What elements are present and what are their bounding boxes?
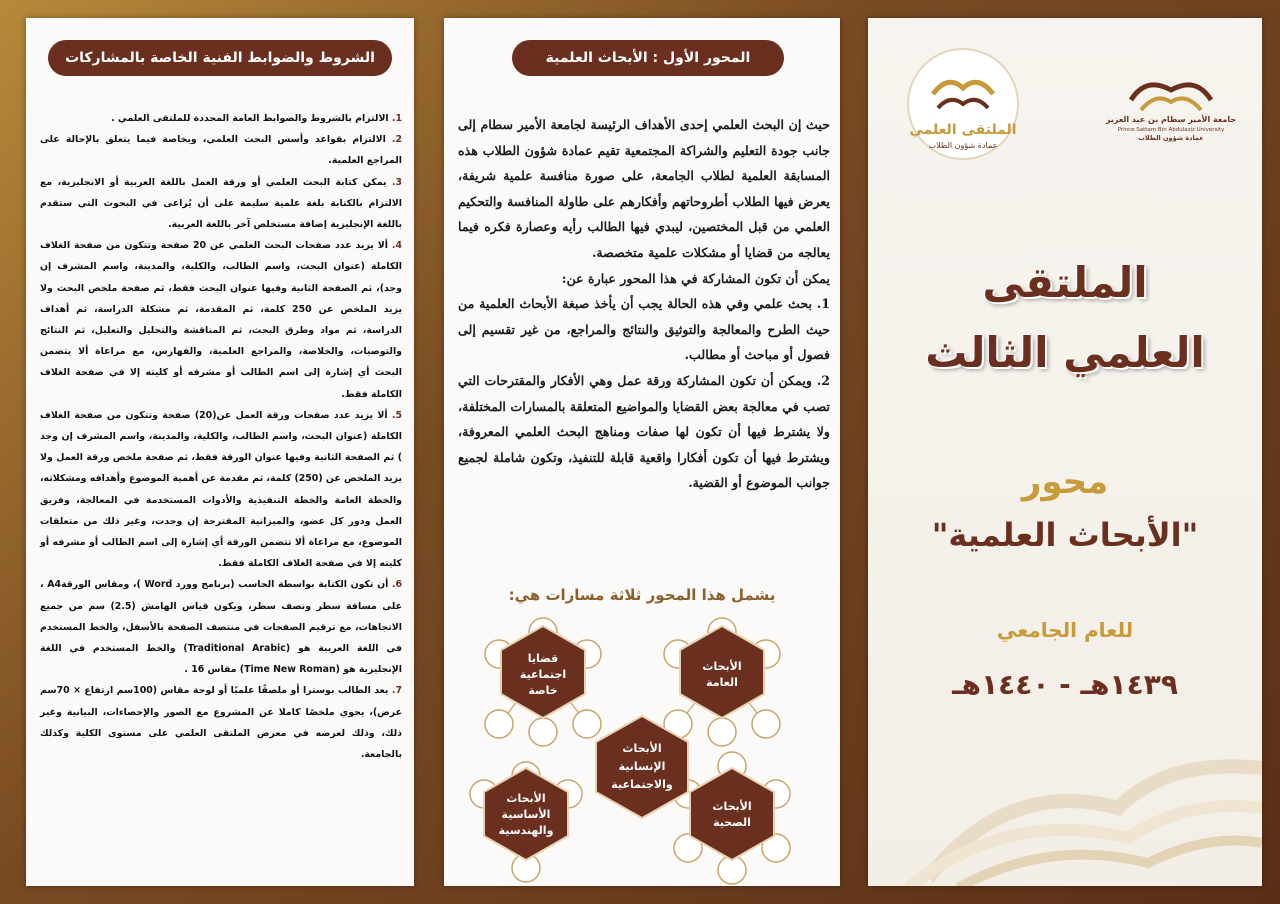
- first-axis-header: المحور الأول : الأبحاث العلمية: [512, 40, 784, 76]
- humanities-label: الأبحاث: [622, 742, 662, 755]
- cover-title-line2: العلمي الثالث: [925, 328, 1205, 377]
- university-logo: [1086, 62, 1256, 142]
- humanities-label: والاجتماعية: [611, 778, 673, 791]
- condition-item: [40, 129, 402, 171]
- conditions-panel: [26, 18, 414, 886]
- condition-item: [40, 108, 402, 129]
- intro-paragraph: حيث إن البحث العلمي إحدى الأهداف الرئيسة لجامعة الأمير سطام إلى جانب جودة التعليم والشراكة المجتمعية تقيم عمادة شؤون الطلاب هذه المسابقة العلمية لطلاب الجامعة، على صورة منافسة علمية شريفة، يعرض فيها الطلاب أطروحاتهم وأفكارهم على طاولة المنافسة والتحكيم العلمي من قبل المختصين، ليبدي فيها الطالب رأيه وعصارة فكره فيما يعالجه من قضايا أو مشكلات علمية متخصصة.: [458, 117, 830, 260]
- forum-logo: [898, 46, 1028, 166]
- axis-label: محور: [1021, 462, 1109, 502]
- health-label: الأبحاث: [712, 800, 752, 813]
- condition-text: أن تكون الكتابة بواسطة الحاسب (برنامج وورد Word )، ومقاس الورقةA4 ، على مسافة سطر ونصف سطر، ويكون قياس الهامش (2.5) سم من جميع الاتجاهات، مع ترقيم الصفحات في منتصف الصفحة بالأسفل، والخط المستخدم في اللغة العربية هو (Traditional Arabic) والخط المستخدم في اللغة الإنجليزية هو (Time New Roman) مقاس 16 .: [40, 579, 402, 676]
- condition-text: ألا يزيد عدد صفحات ورقة العمل عن(20) صفحة وتتكون من صفحة الغلاف الكاملة (عنوان البحث، واسم الطالب، والكلية، والمدينة، واسم المشرف إن وجد ) ثم الصفحة الثانية وفيها عنوان الورقة فقط، ثم صفحة ملخص ورقة العمل ولا يزيد الملخص عن (250) كلمة، ثم مقدمة عن أهمية الموضوع وأهدافه ومشكلاته، والخطة العامة والخطة التنفيذية والأدوات المستخدمة في المعالجة، وفريق العمل ودور كل عضو، والميزانية المقترحة إن وجدت، وغير ذلك من متعلقات الموضوع، مع مراعاة ألا تتضمن الورقة أي إشارة إلى اسم الطالب أو مشرفه أو كليته إلا في صفحة الغلاف الكاملة فقط.: [40, 409, 402, 570]
- condition-text: يعد الطالب بوسترا أو ملصقًا علميًا أو لوحة مقاس (100سم ارتفاع × 70سم عرض)، يحوي ملخصًا كاملا عن المشروع مع الصور والإحصاءات، البيانية وغير ذلك، وذلك لعرضه في معرض الملتقى العلمي على مستوى الكلية وكذلك بالجامعة.: [40, 685, 402, 761]
- tracks-title: يشمل هذا المحور ثلاثة مسارات هي:: [508, 586, 776, 604]
- condition-number: 1.: [391, 113, 402, 124]
- book-decoration: [868, 718, 1262, 886]
- condition-text: الالتزام بالشروط والضوابط العامة المحددة للملتقى العلمي .: [111, 113, 389, 124]
- axis-name: "الأبحاث العلمية": [931, 516, 1199, 554]
- year-label: للعام الجامعي: [996, 618, 1134, 642]
- forum-logo-title: الملتقى العلمي: [909, 122, 1017, 138]
- condition-number: 7.: [391, 685, 403, 697]
- condition-number: 2.: [391, 134, 402, 146]
- lead-sentence: يمكن أن تكون المشاركة في هذا المحور عبارة عن:: [561, 270, 830, 286]
- tracks-diagram: [444, 616, 840, 886]
- first-axis-body: [458, 112, 830, 496]
- social-label: خاصة: [528, 684, 558, 697]
- condition-item: [40, 172, 402, 236]
- university-name-ar: جامعة الأمير سطام بن عبد العزيز: [1105, 115, 1237, 124]
- condition-item: [40, 405, 402, 575]
- cover-panel: [868, 18, 1262, 886]
- condition-number: 3.: [391, 176, 403, 188]
- point-item: [458, 368, 830, 496]
- health-label: الصحية: [713, 816, 751, 829]
- engineering-label: الأساسية: [501, 808, 551, 821]
- condition-number: 6.: [391, 579, 403, 591]
- point-text: بحث علمي وفي هذه الحالة يجب أن يأخذ صبغة الأبحاث العلمية من حيث الطرح والمعالجة والتوثيق والنتائج والمراجع، من غير تقسيم إلى فصول أو مباحث أو مطالب.: [458, 296, 830, 363]
- condition-item: [40, 680, 402, 765]
- engineering-label: والهندسية: [498, 824, 554, 837]
- general-label: العامة: [706, 676, 738, 689]
- conditions-header: الشروط والضوابط الفنية الخاصة بالمشاركات: [48, 40, 392, 76]
- condition-text: ألا يزيد عدد صفحات البحث العلمي عن 20 صفحة وتتكون من صفحة الغلاف الكاملة (عنوان البحث، واسم الطالب، والكلية، والمدينة، واسم المشرف إن وجد)، ثم الصفحة الثانية وفيها عنوان البحث فقط، ثم صفحة ملخص البحث ولا يزيد الملخص عن 250 كلمة، ثم المقدمة، ثم مشكلة الدراسة، ثم أهداف الدراسة، ثم مواد وطرق البحث، ثم المناقشة والتحليل والتعليل، ثم النتائج والتوصيات، والخلاصة، والمراجع العلمية، والفهارس، مع مراعاة ألا يتضمن البحث أي إشارة إلى اسم الطالب أو مشرفه أو كليته إلا في صفحة الغلاف الكاملة فقط.: [40, 240, 402, 400]
- first-axis-panel: [444, 18, 840, 886]
- social-label: اجتماعية: [519, 668, 567, 681]
- condition-item: [40, 574, 402, 680]
- conditions-list: [40, 108, 402, 765]
- point-number: 1.: [816, 296, 831, 312]
- engineering-label: الأبحاث: [506, 792, 546, 805]
- deanship-name: عمادة شؤون الطلاب: [1138, 134, 1204, 142]
- cover-title-line1: الملتقى: [982, 258, 1148, 307]
- humanities-label: الإنسانية: [618, 760, 666, 773]
- academic-years: ١٤٣٩هـ - ١٤٤٠هـ: [952, 668, 1178, 701]
- university-name-en: Prince Sattam Bin Abdulaziz University: [1117, 127, 1225, 133]
- social-label: قضايا: [527, 652, 559, 665]
- point-number: 2.: [816, 372, 831, 388]
- condition-number: 4.: [391, 240, 403, 252]
- general-label: الأبحاث: [702, 660, 742, 673]
- condition-text: يمكن كتابة البحث العلمي أو ورقة العمل باللغة العربية أو الانجليزية، مع الالتزام بالكتابة بلغة علمية سليمة على أن يُراعى في البحوث التي ستقدم باللغة الإنجليزية إضافة مستخلص آخر باللغة العربية.: [40, 176, 402, 231]
- condition-text: الالتزام بقواعد وأسس البحث العلمي، وبخاصة فيما يتعلق بالإحالة على المراجع العلمية.: [40, 134, 402, 167]
- forum-logo-sub: عمادة شؤون الطلاب: [928, 141, 998, 150]
- point-text: ويمكن أن تكون المشاركة ورقة عمل وهي الأفكار والمقترحات التي تصب في معالجة بعض القضايا والمواضيع المتعلقة بالمسارات المختلفة، ولا يشترط فيها أن تكون لها صفات ومناهج البحث العلمي المعروفة، ويشترط فيها أن تكون أفكارا واقعية قابلة للتنفيذ، وتكون شاملة لجميع جوانب الموضوع أو القضية.: [458, 372, 830, 491]
- condition-item: [40, 235, 402, 405]
- point-item: [458, 291, 830, 368]
- condition-number: 5.: [391, 409, 402, 421]
